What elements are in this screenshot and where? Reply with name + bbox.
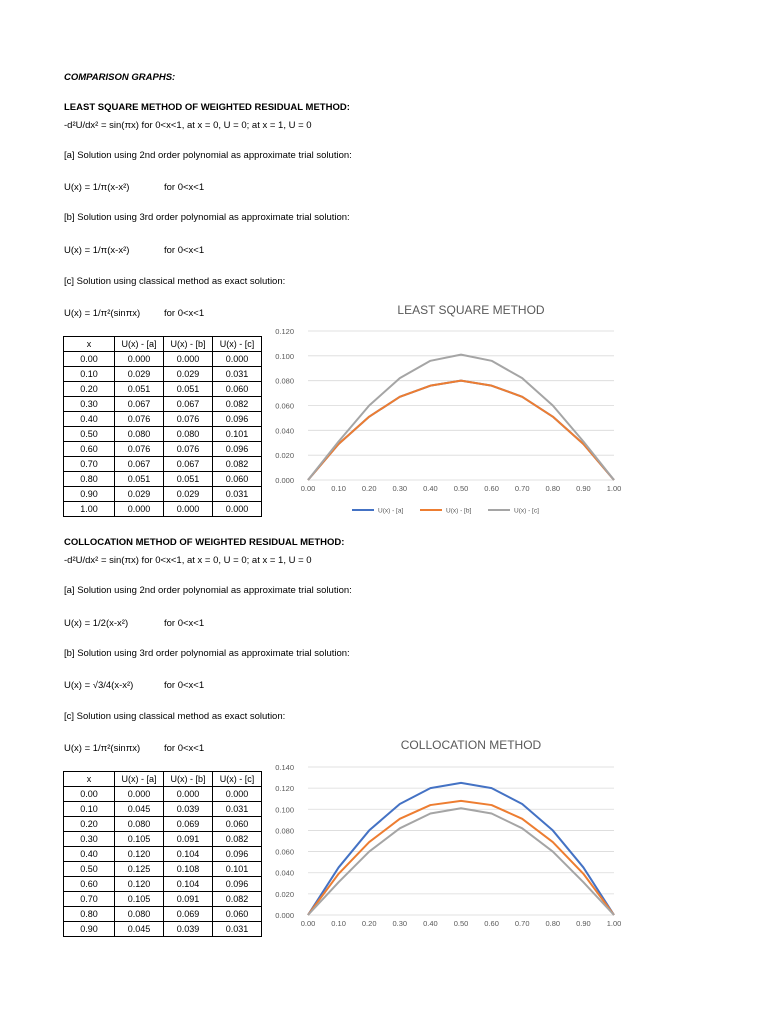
table-cell: 0.10 <box>64 802 115 817</box>
desc-b-least-square: [b] Solution using 3rd order polynomial as approximate trial solution: <box>64 212 350 223</box>
table-cell: 0.091 <box>164 892 213 907</box>
table-cell: 1.00 <box>64 502 115 517</box>
table-cell: 0.080 <box>115 907 164 922</box>
table-row <box>64 457 262 472</box>
table-cell: 0.120 <box>115 877 164 892</box>
table-cell: 0.00 <box>64 787 115 802</box>
formula-a-domain: for 0<x<1 <box>164 182 205 193</box>
x-tick-label: 0.90 <box>576 484 591 493</box>
x-tick-label: 0.70 <box>514 484 530 493</box>
series-line-c <box>308 808 614 915</box>
table-row <box>64 832 262 847</box>
page-heading <box>64 72 175 83</box>
x-tick-label: 0.00 <box>300 484 316 493</box>
table-cell: 0.031 <box>213 802 262 817</box>
table-cell: 0.60 <box>64 877 115 892</box>
table-cell: 0.80 <box>64 907 115 922</box>
table-cell: 0.60 <box>64 442 115 457</box>
table-cell: 0.20 <box>64 382 115 397</box>
table-cell: 0.40 <box>64 412 115 427</box>
table-cell: 0.082 <box>213 892 262 907</box>
table-cell: 0.000 <box>115 352 164 367</box>
table-header-row <box>64 772 262 787</box>
x-tick-label: 1.00 <box>606 919 622 928</box>
table-cell: 0.029 <box>115 487 164 502</box>
table-cell: 0.051 <box>164 382 213 397</box>
table-cell: 0.90 <box>64 922 115 937</box>
table-cell: 0.082 <box>213 457 262 472</box>
x-tick-label: 0.80 <box>545 484 561 493</box>
formula-b-least-square <box>64 245 204 256</box>
table-cell: 0.060 <box>213 382 262 397</box>
table-cell: 0.076 <box>115 442 164 457</box>
table-cell: 0.000 <box>115 787 164 802</box>
desc-c-collocation: [c] Solution using classical method as exact solution: <box>64 711 286 722</box>
table-row <box>64 847 262 862</box>
series-line-b <box>308 801 614 915</box>
table-cell: 0.080 <box>115 817 164 832</box>
x-tick-label: 0.90 <box>576 919 591 928</box>
table-cell: 0.080 <box>115 427 164 442</box>
formula-a-text: U(x) = 1/π(x-x²) <box>64 182 130 193</box>
col-header-a: U(x) - [a] <box>115 772 164 787</box>
table-row <box>64 817 262 832</box>
table-row <box>64 487 262 502</box>
x-tick-label: 0.00 <box>300 919 316 928</box>
least-square-chart <box>262 300 642 527</box>
desc-b-collocation: [b] Solution using 3rd order polynomial as approximate trial solution: <box>64 648 350 659</box>
table-cell: 0.080 <box>164 427 213 442</box>
table-cell: 0.70 <box>64 457 115 472</box>
table-cell: 0.067 <box>164 457 213 472</box>
formula-b-text: U(x) = 1/π(x-x²) <box>64 245 130 256</box>
y-tick-label: 0.040 <box>275 868 294 878</box>
chart-title: COLLOCATION METHOD <box>400 738 542 752</box>
formula-c-domain: for 0<x<1 <box>164 743 205 754</box>
col-header-x: x <box>64 337 115 352</box>
formula-b-domain: for 0<x<1 <box>164 680 205 691</box>
table-cell: 0.20 <box>64 817 115 832</box>
table-cell: 0.000 <box>213 352 262 367</box>
table-cell: 0.031 <box>213 487 262 502</box>
y-tick-label: 0.040 <box>275 426 294 436</box>
table-row <box>64 412 262 427</box>
col-header-c: U(x) - [c] <box>213 772 262 787</box>
table-cell: 0.045 <box>115 922 164 937</box>
col-header-c: U(x) - [c] <box>213 337 262 352</box>
table-cell: 0.104 <box>164 847 213 862</box>
table-cell: 0.000 <box>115 502 164 517</box>
x-tick-label: 0.70 <box>514 919 530 928</box>
table-row <box>64 397 262 412</box>
table-header-row <box>64 337 262 352</box>
desc-a-collocation: [a] Solution using 2nd order polynomial as approximate trial solution: <box>64 585 352 596</box>
x-tick-label: 0.10 <box>331 919 346 928</box>
table-cell: 0.000 <box>213 787 262 802</box>
table-cell: 0.096 <box>213 442 262 457</box>
table-cell: 0.076 <box>164 412 213 427</box>
table-cell: 0.90 <box>64 487 115 502</box>
series-line-c <box>308 355 614 480</box>
formula-c-least-square <box>64 308 204 319</box>
table-row <box>64 502 262 517</box>
collocation-table <box>63 771 262 937</box>
table-row <box>64 472 262 487</box>
formula-b-text: U(x) = √3/4(x-x²) <box>64 680 134 691</box>
formula-a-least-square <box>64 182 204 193</box>
x-tick-label: 0.30 <box>392 484 408 493</box>
table-cell: 0.051 <box>115 472 164 487</box>
y-tick-label: 0.140 <box>275 763 294 772</box>
y-tick-label: 0.120 <box>275 784 294 794</box>
table-row <box>64 877 262 892</box>
y-tick-label: 0.100 <box>275 805 294 815</box>
table-cell: 0.80 <box>64 472 115 487</box>
table-cell: 0.031 <box>213 367 262 382</box>
table-cell: 0.082 <box>213 397 262 412</box>
x-tick-label: 0.10 <box>331 484 346 493</box>
table-cell: 0.039 <box>164 922 213 937</box>
table-row <box>64 892 262 907</box>
col-header-x: x <box>64 772 115 787</box>
legend-label-b: U(x) - [b] <box>446 507 472 515</box>
formula-c-text: U(x) = 1/π²(sinπx) <box>64 308 141 319</box>
least-square-table <box>63 336 262 517</box>
table-cell: 0.000 <box>164 502 213 517</box>
page-heading-text: COMPARISON GRAPHS <box>64 72 173 83</box>
table-cell: 0.067 <box>164 397 213 412</box>
x-tick-label: 0.60 <box>484 919 499 928</box>
y-tick-label: 0.000 <box>275 476 294 485</box>
table-cell: 0.30 <box>64 832 115 847</box>
y-tick-label: 0.020 <box>275 451 294 461</box>
page-heading-suffix: : <box>172 72 176 83</box>
col-header-b: U(x) - [b] <box>164 337 213 352</box>
formula-c-collocation <box>64 743 204 754</box>
chart-title: LEAST SQUARE METHOD <box>397 303 545 317</box>
equation-collocation: -d²U/dx² = sin(πx) for 0<x<1, at x = 0, U = 0; at x = 1, U = 0 <box>64 555 312 566</box>
table-cell: 0.70 <box>64 892 115 907</box>
x-tick-label: 0.30 <box>392 919 408 928</box>
formula-a-domain: for 0<x<1 <box>164 618 205 629</box>
legend-label-c: U(x) - [c] <box>514 507 539 515</box>
table-row <box>64 922 262 937</box>
y-tick-label: 0.060 <box>275 401 294 411</box>
table-cell: 0.30 <box>64 397 115 412</box>
table-cell: 0.101 <box>213 427 262 442</box>
desc-c-least-square: [c] Solution using classical method as exact solution: <box>64 276 286 287</box>
table-cell: 0.067 <box>115 457 164 472</box>
x-tick-label: 0.60 <box>484 484 499 493</box>
y-tick-label: 0.120 <box>275 327 294 336</box>
table-row <box>64 352 262 367</box>
table-cell: 0.101 <box>213 862 262 877</box>
table-cell: 0.029 <box>164 367 213 382</box>
table-cell: 0.000 <box>213 502 262 517</box>
table-cell: 0.096 <box>213 412 262 427</box>
table-cell: 0.029 <box>115 367 164 382</box>
table-cell: 0.096 <box>213 847 262 862</box>
table-cell: 0.045 <box>115 802 164 817</box>
table-row <box>64 427 262 442</box>
table-cell: 0.10 <box>64 367 115 382</box>
legend-label-a: U(x) - [a] <box>378 507 404 515</box>
table-cell: 0.40 <box>64 847 115 862</box>
y-tick-label: 0.080 <box>275 826 294 836</box>
formula-c-domain: for 0<x<1 <box>164 308 205 319</box>
y-tick-label: 0.060 <box>275 847 294 857</box>
table-row <box>64 862 262 877</box>
series-line-a <box>308 783 614 915</box>
table-cell: 0.060 <box>213 472 262 487</box>
table-cell: 0.076 <box>115 412 164 427</box>
table-cell: 0.067 <box>115 397 164 412</box>
x-tick-label: 0.50 <box>453 919 469 928</box>
table-cell: 0.096 <box>213 877 262 892</box>
table-cell: 0.105 <box>115 832 164 847</box>
table-cell: 0.031 <box>213 922 262 937</box>
table-cell: 0.108 <box>164 862 213 877</box>
table-cell: 0.125 <box>115 862 164 877</box>
x-tick-label: 0.20 <box>361 484 377 493</box>
table-cell: 0.091 <box>164 832 213 847</box>
table-cell: 0.060 <box>213 817 262 832</box>
formula-a-collocation <box>64 618 204 629</box>
equation-least-square: -d²U/dx² = sin(πx) for 0<x<1, at x = 0, U = 0; at x = 1, U = 0 <box>64 120 312 131</box>
table-row <box>64 907 262 922</box>
x-tick-label: 0.80 <box>545 919 561 928</box>
x-tick-label: 1.00 <box>606 484 622 493</box>
table-cell: 0.105 <box>115 892 164 907</box>
formula-b-domain: for 0<x<1 <box>164 245 205 256</box>
section-title-least-square: LEAST SQUARE METHOD OF WEIGHTED RESIDUAL METHOD: <box>64 102 350 113</box>
table-cell: 0.00 <box>64 352 115 367</box>
formula-b-collocation <box>64 680 204 691</box>
table-cell: 0.50 <box>64 427 115 442</box>
table-row <box>64 367 262 382</box>
formula-a-text: U(x) = 1/2(x-x²) <box>64 618 129 629</box>
x-tick-label: 0.20 <box>361 919 377 928</box>
col-header-b: U(x) - [b] <box>164 772 213 787</box>
collocation-chart <box>262 734 642 939</box>
least-square-chart-svg <box>262 300 642 522</box>
table-cell: 0.060 <box>213 907 262 922</box>
y-tick-label: 0.020 <box>275 889 294 899</box>
y-tick-label: 0.000 <box>275 911 294 920</box>
table-row <box>64 787 262 802</box>
y-tick-label: 0.100 <box>275 351 294 361</box>
table-cell: 0.051 <box>164 472 213 487</box>
table-cell: 0.120 <box>115 847 164 862</box>
collocation-chart-svg <box>262 734 642 934</box>
table-cell: 0.076 <box>164 442 213 457</box>
table-cell: 0.000 <box>164 787 213 802</box>
table-cell: 0.069 <box>164 817 213 832</box>
table-row <box>64 442 262 457</box>
table-cell: 0.50 <box>64 862 115 877</box>
formula-c-text: U(x) = 1/π²(sinπx) <box>64 743 141 754</box>
y-tick-label: 0.080 <box>275 376 294 386</box>
section-title-collocation: COLLOCATION METHOD OF WEIGHTED RESIDUAL METHOD: <box>64 537 345 548</box>
table-cell: 0.029 <box>164 487 213 502</box>
x-tick-label: 0.40 <box>423 919 438 928</box>
table-cell: 0.051 <box>115 382 164 397</box>
table-cell: 0.082 <box>213 832 262 847</box>
table-cell: 0.000 <box>164 352 213 367</box>
table-row <box>64 382 262 397</box>
desc-a-least-square: [a] Solution using 2nd order polynomial as approximate trial solution: <box>64 150 352 161</box>
table-row <box>64 802 262 817</box>
table-cell: 0.069 <box>164 907 213 922</box>
table-cell: 0.104 <box>164 877 213 892</box>
x-tick-label: 0.40 <box>423 484 438 493</box>
x-tick-label: 0.50 <box>453 484 469 493</box>
table-cell: 0.039 <box>164 802 213 817</box>
col-header-a: U(x) - [a] <box>115 337 164 352</box>
